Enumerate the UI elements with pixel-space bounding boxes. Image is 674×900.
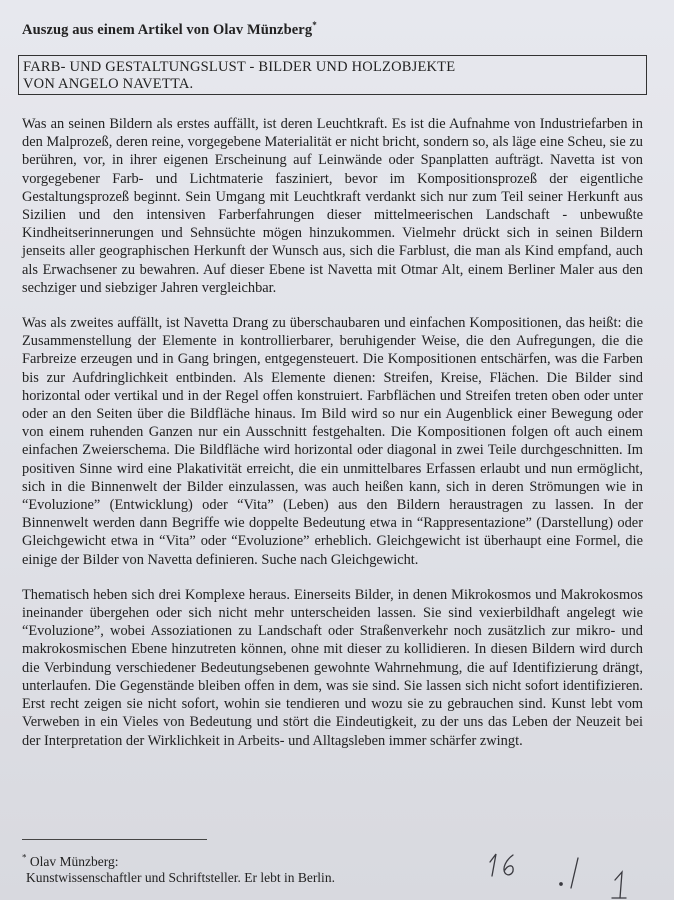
title-line-1: FARB- UND GESTALTUNGSLUST - BILDER UND HOLZOBJEKTE xyxy=(23,59,456,75)
footnote-author: * Olav Münzberg: xyxy=(22,852,119,869)
paragraph-3: Thematisch heben sich drei Komplexe heraus. Einerseits Bilder, in denen Mikrokosmos und Makrokosmos ineinander übergehen oder sich nicht mehr unterscheiden lassen. Sie sind vexierbildhaft angelegt wie “Evoluzione”, wobei Assoziationen zu Landschaft oder Straßenverkehr noch zusätzlich zur mikro- und makrokosmischen Ebene hinzutreten können, ohne mit dieser zu kollidieren. In diesen Bildern wird durch die Verbindung verschiedener Bedeutungsebenen gewohnte Wahrnehmung, die auf Identifizierung drängt, unterlaufen. Die Gegenstände bleiben offen in dem, was sie sind. Sie lassen sich nicht sofort identifizieren. Erst recht zeigen sie nicht sofort, wohin sie tendieren und wozu sie zu gebrauchen sind. Kunst lebt vom Verweben in ein Vieles von Bedeutung und stört die Eindeutigkeit, zu der uns das Leben der Neuzeit bei der Interpretation der Wirklichkeit in Arbeits- und Alltagsleben immer schärfer zwingt. xyxy=(22,586,643,749)
paragraph-1: Was an seinen Bildern als erstes auffällt, ist deren Leuchtkraft. Es ist die Aufnahme von Industriefarben in den Malprozeß, deren reine, vorgegebene Materialität er nicht bricht, sondern so, als läge eine Scheu, sie zu berühren, vor, in ihrer eigenen Erscheinung auf Leinwände oder Spanplatten aufträgt. Navetta ist von vorgegebener Farb- und Lichtmaterie fasziniert, bevor im Kompositionsprozeß der eigentliche Gestaltungsprozeß beginnt. Sein Umgang mit Leuchtkraft verdankt sich nur zum Teil seiner Herkunft aus Sizilien und den intensiven Farberfahrungen dieser mittelmeerischen Landschaft - unbewußte Kindheitserinnerungen und Sehnsüchte mögen hinzukommen. Vielmehr drückt sich in seinen Bildern jenseits aller geographischen Herkunft der Wunsch aus, sich die Farblust, die man als Kind empfand, auch als Erwachsener zu bewahren. Auf dieser Ebene ist Navetta mit Otmar Alt, einem Berliner Maler aus den sechziger und siebziger Jahren vergleichbar. xyxy=(22,116,643,296)
paragraph-2: Was als zweites auffällt, ist Navetta Drang zu überschaubaren und einfachen Kompositionen, das heißt: die Zusammenstellung der Elemente in kontrollierbarer, beruhigender Weise, die den Aufregungen, die die Farbreize erzeugen und in Gang bringen, entgegensteuert. Die Kompositionen entschärfen, was die Farben bis zur Aufdringlichkeit entbinden. Als Elemente dienen: Streifen, Kreise, Flächen. Die Bilder sind horizontal oder vertikal und in der Regel offen konstruiert. Farbflächen und Streifen treten oben oder unter oder an den Seiten über die Bildfläche hinaus. Im Bild wird so nur ein Augenblick einer Bewegung oder von einem ruhenden Ganzen nur ein Ausschnitt festgehalten. Die Kompositionen folgen oft auch einem einfachen Zweierschema. Die Bildfläche wird horizontal oder diagonal in zwei Teile durchgeschnitten. Im positiven Sinne wird eine Plakativität erreicht, die ein unmittelbares Erfassen erlaubt und nun ermöglicht, sich in die Binnenwelt der Bilder einzulassen, was auch heißen kann, sich in deren Strömungen wie in “Evoluzione” (Entwicklung) oder “Vita” (Leben) aus den Bildern heraustragen zu lassen. In der Binnenwelt werden dann Begriffe wie doppelte Bedeutung etwa in “Rappresentazione” (Darstellung) oder Gleichgewicht etwa in “Vita” oder “Evoluzione” erheblich. Gleichgewicht ist überhaupt eine Formel, die einige der Bilder von Navetta definieren. Suche nach Gleichgewicht. xyxy=(22,315,643,568)
footnote-mark: * xyxy=(22,852,27,862)
article-body xyxy=(22,115,643,767)
handwritten-page-note xyxy=(480,840,674,900)
title-line-2: VON ANGELO NAVETTA. xyxy=(23,76,194,92)
attribution-text: Auszug aus einem Artikel von Olav Münzberg xyxy=(22,21,313,38)
footnote-marker: * xyxy=(312,20,317,30)
article-title-box xyxy=(18,55,647,95)
article-attribution-heading xyxy=(22,20,317,39)
footnote-divider xyxy=(22,839,207,840)
footnote xyxy=(22,849,335,886)
footnote-description: Kunstwissenschaftler und Schriftsteller. Er lebt in Berlin. xyxy=(26,869,335,885)
